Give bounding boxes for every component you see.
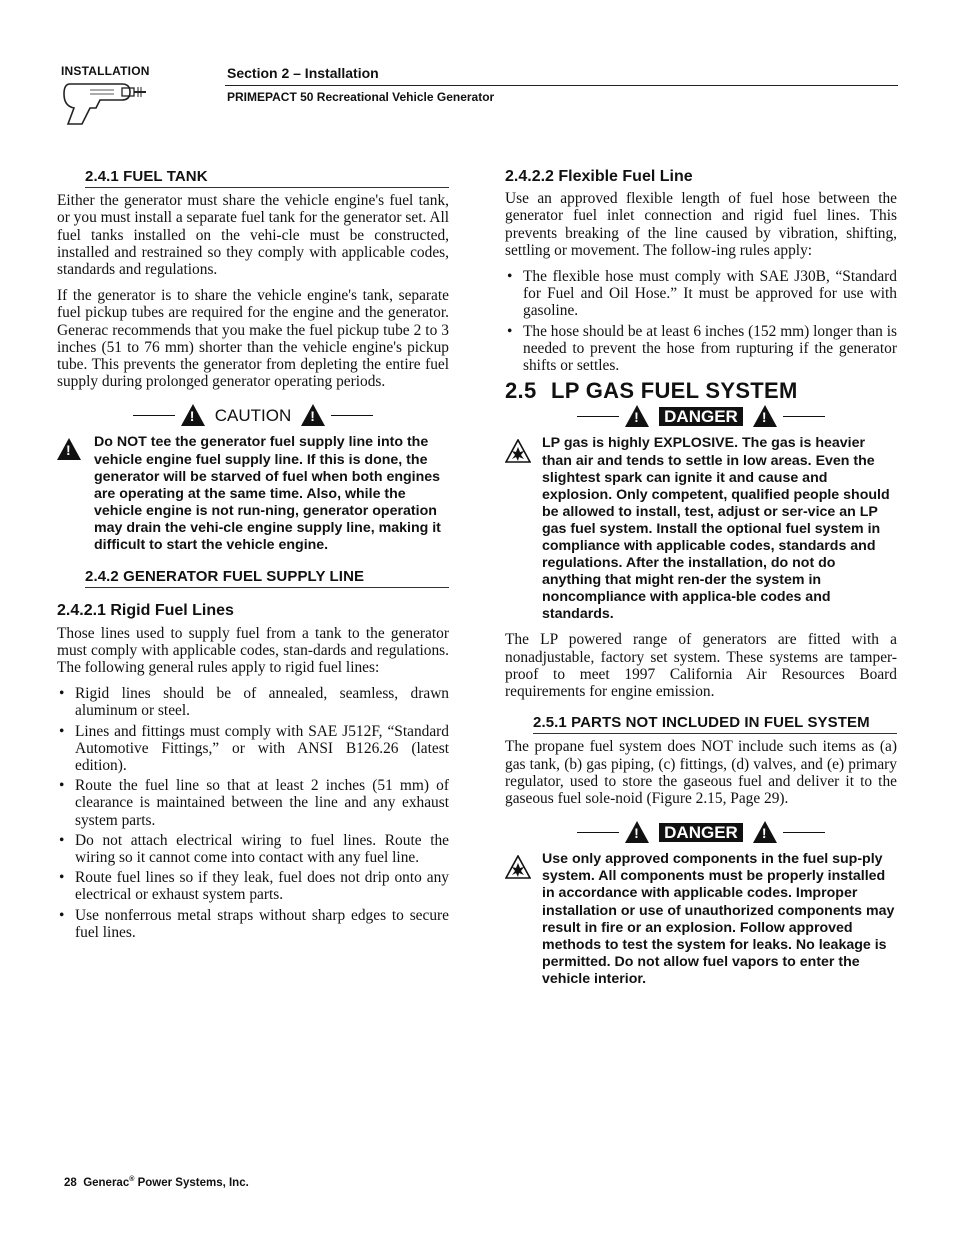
lp-heading-number: 2.5 [505, 378, 537, 404]
flex-paragraph: Use an approved flexible length of fuel hose between the generator fuel inlet connection and rigid fuel lines. This prevents breaking of the line caused by vibration, shifting, settling or movement. The follow-ing rules apply: [505, 190, 897, 259]
banner-rule [577, 832, 619, 833]
list-item: • Route the fuel line so that at least 2 inches (51 mm) of clearance is maintained between the line and any exhaust system parts. [57, 777, 449, 829]
rigid-heading: 2.4.2.1 Rigid Fuel Lines [57, 602, 234, 620]
header-rule [225, 85, 898, 86]
list-item: • Do not attach electrical wiring to fuel lines. Route the wiring so it cannot come into contact with any fuel line. [57, 832, 449, 866]
right-column [505, 168, 897, 996]
parts-paragraph: The propane fuel system does NOT include such items as (a) gas tank, (b) gas piping, (c) fittings, (d) valves, and (e) primary regulator, used to store the gaseous fuel and deliver it to the gaseous fuel sole-noid (Figure 2.15, Page 29). [505, 738, 897, 808]
left-column [57, 168, 449, 947]
danger-text: LP gas is highly EXPLOSIVE. The gas is heavier than air and tends to settle in low areas. Even the slightest spark can ignite it and cause and explosion. Only competent, qualified people should be allowed to install, test, adjust or ser-vice an LP gas fuel system. Install the optional fuel system in compliance with applicable codes, standards and regulations. After the installation, do not do anything that might ren-der the system in noncompliance with applica-ble codes and standards. [542, 435, 890, 623]
installation-label: INSTALLATION [61, 64, 150, 78]
warning-triangle-icon [181, 404, 205, 426]
fuel-tank-paragraph-2: If the generator is to share the vehicle engine's tank, separate fuel pickup tubes are required for the engine and the generator. Generac recommends that you make the fuel pickup tube 2 to 3 inches (51 to 76 mm) shorter than the vehicle engine's pickup tube. This prevents the generator from depleting the entire fuel supply during prolonged generator operating periods. [57, 287, 449, 391]
page-number: 28 [64, 1176, 77, 1189]
drill-icon [60, 78, 150, 126]
warning-triangle-icon [753, 405, 777, 427]
section-title: Section 2 – Installation [227, 65, 379, 81]
list-item: • Rigid lines should be of annealed, seamless, drawn aluminum or steel. [57, 685, 449, 719]
caution-icon-wrap [57, 434, 94, 460]
warning-triangle-icon [625, 405, 649, 427]
banner-rule [133, 415, 175, 416]
flex-list [505, 268, 897, 374]
page-footer [64, 1176, 249, 1189]
fuel-tank-heading: 2.4.1 FUEL TANK [85, 168, 449, 188]
fuel-tank-paragraph-1: Either the generator must share the vehicle engine's fuel tank, or you must install a separate fuel tank for the generator set. All fuel tanks installed on the vehi-cle must be constructed, installed and restrained so they comply with applicable codes, standards and regulations. [57, 192, 449, 279]
registered-mark: ® [129, 1176, 135, 1183]
rigid-paragraph: Those lines used to supply fuel from a tank to the generator must comply with applicable codes, stan-dards and regulations. The following general rules apply to rigid fuel lines: [57, 624, 449, 676]
list-item: • The hose should be at least 6 inches (152 mm) longer than is needed to prevent the hose from rupturing if the generator shifts or settles. [505, 323, 897, 375]
product-title: PRIMEPACT 50 Recreational Vehicle Generator [227, 90, 495, 104]
list-item: • Use nonferrous metal straps without sharp edges to secure fuel lines. [57, 907, 449, 941]
caution-box [57, 434, 449, 554]
banner-rule [577, 416, 619, 417]
warning-triangle-icon [625, 821, 649, 843]
danger-box [505, 435, 897, 623]
list-item: • Route fuel lines so if they leak, fuel does not drip onto any electrical or exhaust system parts. [57, 869, 449, 903]
parts-heading: 2.5.1 PARTS NOT INCLUDED IN FUEL SYSTEM [533, 714, 897, 734]
explosion-warning-icon [505, 855, 531, 879]
list-item: • Lines and fittings must comply with SAE J512F, “Standard Automotive Fittings,” or with ANSI B126.26 (latest edition). [57, 723, 449, 775]
banner-rule [331, 415, 373, 416]
lp-heading [505, 378, 897, 404]
warning-triangle-icon [753, 821, 777, 843]
explosion-icon-wrap [505, 851, 542, 883]
rigid-list [57, 685, 449, 941]
explosion-icon-wrap [505, 435, 542, 467]
list-item: • The flexible hose must comply with SAE J30B, “Standard for Fuel and Oil Hose.” It must be approved for use with gasoline. [505, 268, 897, 320]
supply-line-heading: 2.4.2 GENERATOR FUEL SUPPLY LINE [85, 568, 449, 588]
caution-text: Do NOT tee the generator fuel supply line into the vehicle engine fuel supply line. If this is done, the generator will be starved of fuel when both engines are operating at the same time. Also, while the vehicle engine is not run-ning, generator operation may drain the vehi-cle engine supply line, making it difficult to start the vehicle engine. [94, 434, 441, 553]
lp-heading-title: LP GAS FUEL SYSTEM [551, 378, 798, 404]
banner-rule [783, 832, 825, 833]
company-name: Generac [83, 1176, 130, 1189]
danger-box [505, 851, 897, 988]
danger-text: Use only approved components in the fuel sup-ply system. All components must be properly installed in accordance with applicable codes. Improper installation or use of unauthorized components may result in fire or an explosion. Follow approved methods to test the system for leaks. No leakage is permitted. Do not allow fuel vapors to enter the vehicle interior. [542, 851, 895, 987]
caution-banner [57, 404, 449, 426]
danger-label: DANGER [659, 823, 743, 842]
company-name-rest: Power Systems, Inc. [134, 1176, 249, 1189]
danger-banner [505, 821, 897, 843]
warning-triangle-icon [57, 438, 81, 460]
warning-triangle-icon [301, 404, 325, 426]
danger-label: DANGER [659, 407, 743, 426]
caution-label: CAUTION [214, 405, 292, 425]
danger-banner [505, 405, 897, 427]
flex-heading: 2.4.2.2 Flexible Fuel Line [505, 168, 693, 185]
banner-rule [783, 416, 825, 417]
explosion-warning-icon [505, 439, 531, 463]
lp-paragraph: The LP powered range of generators are fitted with a nonadjustable, factory set system. These systems are tamper-proof to meet 1997 California Air Resources Board requirements for engine emission. [505, 631, 897, 701]
